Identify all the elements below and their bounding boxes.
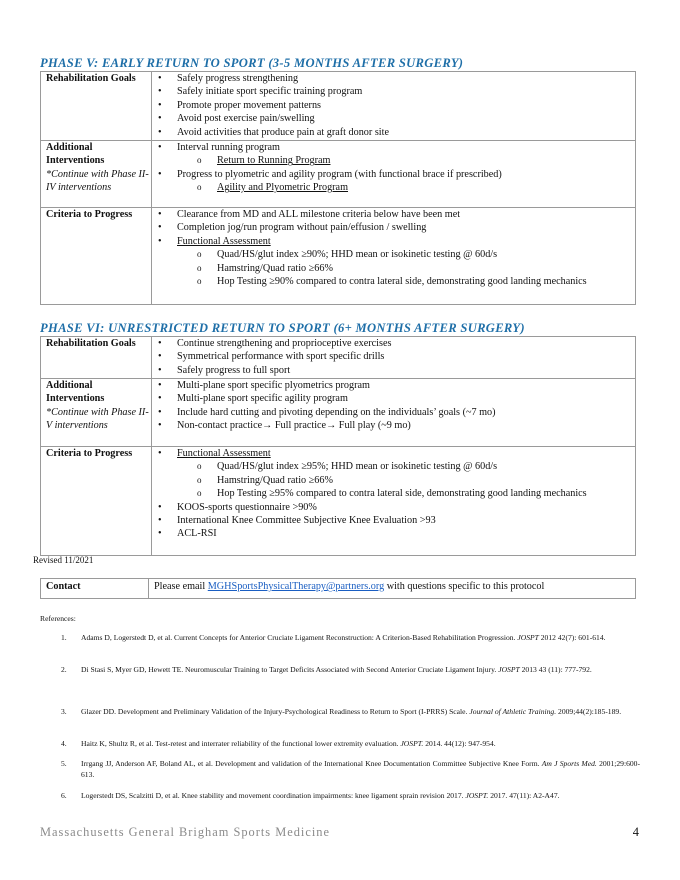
list-item [152, 447, 635, 460]
list-item: • Multi-plane sport specific agility program [152, 392, 635, 405]
reference-text: Logerstedt DS, Scalzitti D, et al. Knee stability and movement coordination impairments: knee ligament sprain revision 2017. [81, 791, 466, 800]
sub-list-item: o Hamstring/Quad ratio ≥66% [152, 474, 635, 487]
phase5-criteria-label: Criteria to Progress [41, 208, 152, 305]
reference-tail: 2013 43 (11): 777-792. [519, 665, 592, 674]
phase5-table [40, 71, 636, 305]
phase6-interventions-content [152, 379, 636, 447]
contact-table [40, 578, 636, 599]
phase6-title: PHASE VI: UNRESTRICTED RETURN TO SPORT (6+ MONTHS AFTER SURGERY) [40, 321, 525, 335]
reference-number: 2. [61, 665, 67, 674]
sub-list-item: o Quad/HS/glut index ≥90%; HHD mean or isokinetic testing @ 60d/s [152, 248, 635, 261]
phase5-interventions-row [41, 141, 636, 208]
reference-text: Adams D, Logerstedt D, et al. Current Concepts for Anterior Cruciate Ligament Reconstruction: A Criterion-Based Rehabilitation Progression. [81, 633, 518, 642]
reference-journal: JOSPT. [465, 791, 489, 800]
list-item [152, 235, 635, 248]
functional-assessment-label: Functional Assessment [177, 235, 271, 247]
phase5-title: PHASE V: EARLY RETURN TO SPORT (3-5 MONTHS AFTER SURGERY) [40, 56, 464, 70]
phase5-criteria-row [41, 208, 636, 305]
reference-journal: JOSPT. [400, 739, 424, 748]
phase5-interventions-content [152, 141, 636, 208]
list-item: • Avoid post exercise pain/swelling [152, 112, 635, 125]
sub-list-item: o Hop Testing ≥95% compared to contra lateral side, demonstrating good landing mechanics [152, 487, 635, 500]
reference-number: 6. [61, 791, 67, 800]
sub-list-item: o Hop Testing ≥90% compared to contra lateral side, demonstrating good landing mechanics [152, 275, 635, 288]
list-item: • International Knee Committee Subjective Knee Evaluation >93 [152, 514, 635, 527]
reference-item [40, 758, 640, 780]
contact-text [149, 579, 636, 599]
references-heading: References: [40, 614, 76, 623]
list-item: • Completion jog/run program without pain/effusion / swelling [152, 221, 635, 234]
list-item: • ACL-RSI [152, 527, 635, 540]
reference-tail: 2012 42(7): 601-614. [538, 633, 606, 642]
phase5-goals-label: Rehabilitation Goals [41, 72, 152, 141]
list-item: • Safely initiate sport specific training program [152, 85, 635, 98]
phase6-table [40, 336, 636, 556]
return-to-running-link[interactable]: Return to Running Program [217, 155, 331, 167]
contact-label: Contact [41, 579, 149, 599]
phase6-interventions-sublabel: *Continue with Phase II-V interventions [46, 406, 149, 432]
reference-tail: 2001;29:600-613. [81, 759, 640, 780]
reference-text: Glazer DD. Development and Preliminary Validation of the Injury-Psychological Readiness to Return to Sport (I-PRRS) Scale. [81, 707, 470, 716]
contact-text-after: with questions specific to this protocol [384, 581, 545, 592]
list-item: • Safely progress strengthening [152, 72, 635, 85]
sub-list-item: o Hamstring/Quad ratio ≥66% [152, 262, 635, 275]
phase6-goals-row [41, 337, 636, 379]
reference-text: Di Stasi S, Myer GD, Hewett TE. Neuromuscular Training to Target Deficits Associated with Second Anterior Cruciate Ligament Injury. [81, 665, 499, 674]
page-number: 4 [632, 825, 639, 839]
list-item: • Symmetrical performance with sport specific drills [152, 350, 635, 363]
list-item: • KOOS-sports questionnaire >90% [152, 501, 635, 514]
reference-text: Haitz K, Shultz R, et al. Test-retest and interrater reliability of the functional lower extremity evaluation. [81, 739, 401, 748]
sub-list-item: o Quad/HS/glut index ≥95%; HHD mean or isokinetic testing @ 60d/s [152, 460, 635, 473]
reference-text: Irrgang JJ, Anderson AF, Boland AL, et al. Development and validation of the International Knee Documentation Committee Subjective Knee Form. [81, 759, 542, 768]
list-item: • Clearance from MD and ALL milestone criteria below have been met [152, 208, 635, 221]
list-item: • Promote proper movement patterns [152, 99, 635, 112]
list-item: • Non-contact practice→ Full practice→ Full play (~9 mo) [152, 419, 635, 432]
phase5-criteria-content [152, 208, 636, 305]
reference-journal: JOSPT [517, 633, 539, 642]
phase6-criteria-label: Criteria to Progress [41, 447, 152, 556]
list-item: • Avoid activities that produce pain at graft donor site [152, 126, 635, 139]
reference-number: 5. [61, 759, 67, 768]
reference-journal: Am J Sports Med. [541, 759, 597, 768]
list-item: • Include hard cutting and pivoting depending on the individuals’ goals (~7 mo) [152, 406, 635, 419]
reference-journal: Journal of Athletic Training. [469, 707, 557, 716]
list-item: • Multi-plane sport specific plyometrics program [152, 379, 635, 392]
phase6-interventions-row [41, 379, 636, 447]
list-item: • Progress to plyometric and agility program (with functional brace if prescribed) [152, 168, 635, 181]
sub-list-item [152, 154, 635, 167]
reference-number: 1. [61, 633, 67, 642]
list-item: • Safely progress to full sport [152, 364, 635, 377]
reference-journal: JOSPT [498, 665, 520, 674]
reference-item [40, 790, 640, 801]
sub-list-item [152, 181, 635, 194]
contact-text-before: Please email [154, 581, 208, 592]
contact-email-link[interactable]: MGHSportsPhysicalTherapy@partners.org [207, 581, 385, 592]
phase6-criteria-content [152, 447, 636, 556]
phase5-goals-row [41, 72, 636, 141]
phase6-interventions-label [41, 379, 152, 447]
reference-tail: 2017. 47(11): A2-A47. [488, 791, 560, 800]
reference-item [40, 632, 640, 643]
functional-assessment-label: Functional Assessment [177, 448, 271, 459]
agility-plyometric-link[interactable]: Agility and Plyometric Program [217, 182, 349, 194]
phase6-interventions-label-text: Additional Interventions [46, 380, 105, 405]
phase5-interventions-sublabel: *Continue with Phase II-IV interventions [46, 168, 149, 194]
reference-number: 3. [61, 707, 67, 716]
phase6-criteria-row [41, 447, 636, 556]
reference-item [40, 664, 640, 675]
phase5-interventions-label [41, 141, 152, 208]
phase6-goals-content [152, 337, 636, 379]
reference-tail: 2014. 44(12): 947-954. [423, 739, 496, 748]
reference-tail: 2009;44(2):185-189. [556, 707, 622, 716]
phase5-goals-content [152, 72, 636, 141]
reference-item [40, 706, 640, 717]
phase5-interventions-label-text: Additional Interventions [46, 142, 105, 167]
phase6-goals-label: Rehabilitation Goals [41, 337, 152, 379]
revised-date: Revised 11/2021 [33, 555, 94, 565]
reference-item [40, 738, 640, 749]
footer-org: Massachusetts General Brigham Sports Medicine [40, 825, 331, 839]
list-item: • Interval running program [152, 141, 635, 154]
reference-number: 4. [61, 739, 67, 748]
list-item: • Continue strengthening and proprioceptive exercises [152, 337, 635, 350]
